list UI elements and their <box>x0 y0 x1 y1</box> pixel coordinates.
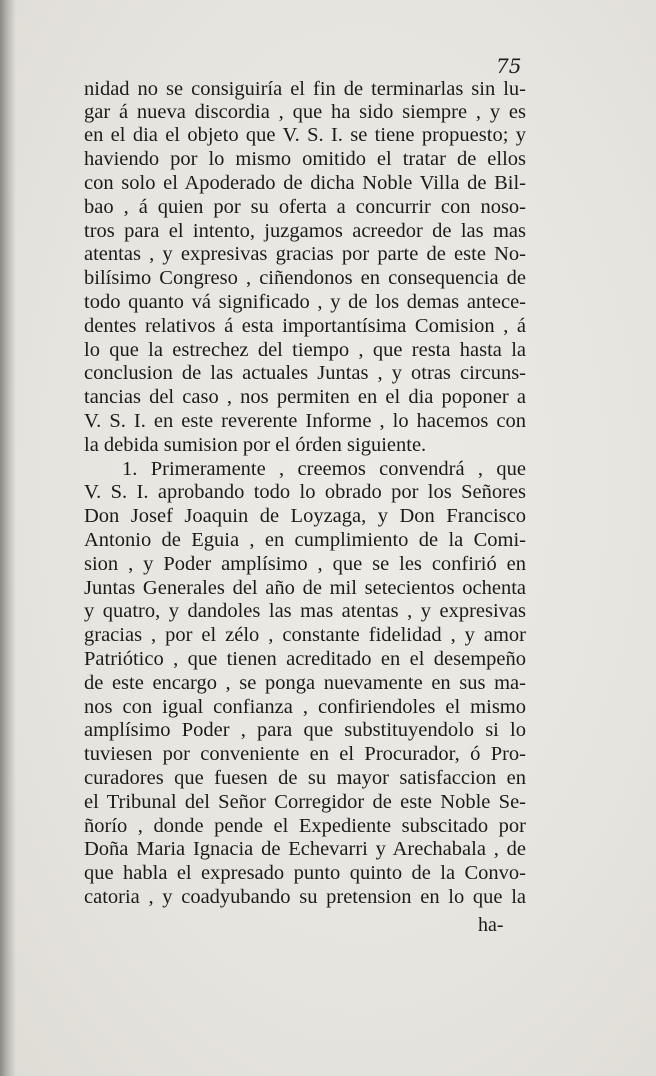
text-line: bilísimo Congreso , ciñendonos en consequencia de <box>84 267 526 289</box>
text-line: sion , y Poder amplísimo , que se les confirió en <box>84 553 526 575</box>
text-line: atentas , y expresivas gracias por parte de este No- <box>84 243 526 265</box>
text-line: en el dia el objeto que V. S. I. se tiene propuesto; y <box>84 124 526 146</box>
text-line: ñorío , donde pende el Expediente subscitado por <box>84 815 526 837</box>
text-line: haviendo por lo mismo omitido el tratar de ellos <box>84 148 526 170</box>
page-number: 75 <box>496 54 522 78</box>
text-line: V. S. I. aprobando todo lo obrado por los Señores <box>84 481 526 503</box>
text-line: Antonio de Eguia , en cumplimiento de la Comi- <box>84 529 526 551</box>
text-line: con solo el Apoderado de dicha Noble Villa de Bil- <box>84 172 526 194</box>
text-line: Doña Maria Ignacia de Echevarri y Arechabala , de <box>84 838 526 860</box>
text-line: Juntas Generales del año de mil setecientos ochenta <box>84 577 526 599</box>
text-line: dentes relativos á esta importantísima Comision , á <box>84 315 526 337</box>
numbered-paragraph-start: 1. Primeramente , creemos convendrá , que <box>122 458 526 480</box>
binding-gutter-shadow <box>0 0 16 1076</box>
text-line: curadores que fuesen de su mayor satisfaccion en <box>84 767 526 789</box>
text-line: bao , á quien por su oferta a concurrir con noso- <box>84 196 526 218</box>
text-line: gar á nueva discordia , que ha sido siempre , y es <box>84 101 526 123</box>
text-line: el Tribunal del Señor Corregidor de este Noble Se- <box>84 791 526 813</box>
text-line: catoria , y coadyubando su pretension en lo que la <box>84 886 526 908</box>
text-line: V. S. I. en este reverente Informe , lo hacemos con <box>84 410 526 432</box>
text-line: amplísimo Poder , para que substituyendolo si lo <box>84 719 526 741</box>
text-line: que habla el expresado punto quinto de la Convo- <box>84 862 526 884</box>
text-line: la debida sumision por el órden siguiente. <box>84 434 427 456</box>
catchword: ha- <box>478 914 504 936</box>
text-line: tancias del caso , nos permiten en el dia poponer a <box>84 386 526 408</box>
text-line: nos con igual confianza , confiriendoles el mismo <box>84 696 526 718</box>
text-line: Don Josef Joaquin de Loyzaga, y Don Francisco <box>84 505 526 527</box>
text-line: y quatro, y dandoles las mas atentas , y expresivas <box>84 600 526 622</box>
text-line: nidad no se consiguiría el fin de terminarlas sin lu- <box>84 78 526 100</box>
text-line: todo quanto vá significado , y de los demas antece- <box>84 291 526 313</box>
text-line: tuviesen por conveniente en el Procurador, ó Pro- <box>84 743 526 765</box>
text-line: Patriótico , que tienen acreditado en el desempeño <box>84 648 526 670</box>
text-line: conclusion de las actuales Juntas , y otras circuns- <box>84 362 526 384</box>
text-line: lo que la estrechez del tiempo , que resta hasta la <box>84 339 526 361</box>
text-line: tros para el intento, juzgamos acreedor de las mas <box>84 220 526 242</box>
text-line: gracias , por el zélo , constante fidelidad , y amor <box>84 624 526 646</box>
text-line: de este encargo , se ponga nuevamente en sus ma- <box>84 672 526 694</box>
